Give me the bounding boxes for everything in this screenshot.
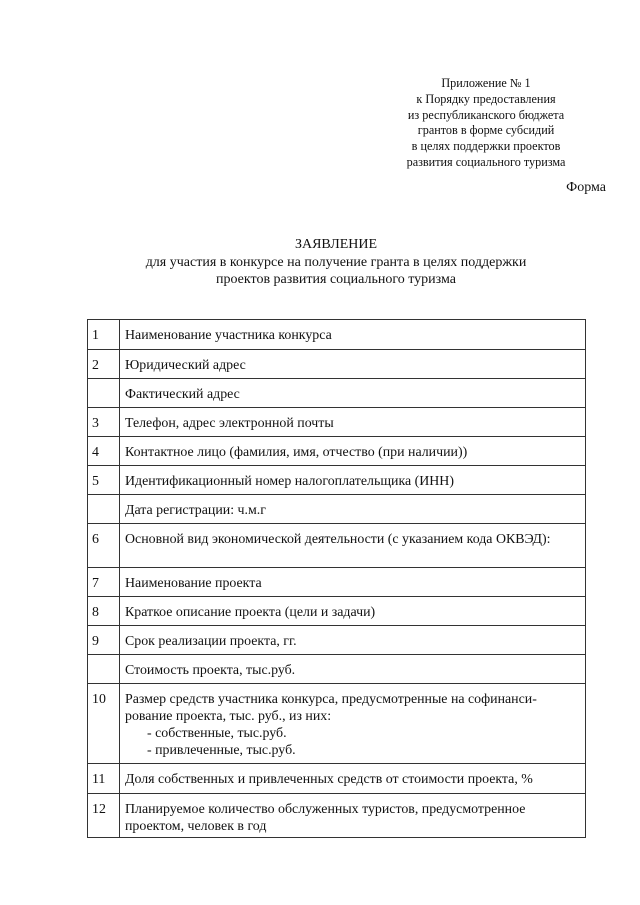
table-row — [88, 466, 586, 495]
row-number: 1 — [88, 320, 120, 350]
form-label: Форма — [566, 180, 606, 195]
row-label: Наименование проекта — [120, 568, 586, 597]
row-label: Размер средств участника конкурса, предусмотренные на софинанси-рование проекта, тыс. руб., из них: — [125, 692, 537, 724]
appendix-header — [370, 76, 602, 171]
row-number: 9 — [88, 626, 120, 655]
table-row — [88, 408, 586, 437]
appendix-line: развития социального туризма — [406, 154, 566, 169]
title-heading: ЗАЯВЛЕНИЕ — [294, 237, 378, 252]
row-label: Краткое описание проекта (цели и задачи) — [120, 597, 586, 626]
row-number — [88, 379, 120, 408]
title-line-1: для участия в конкурсе на получение гранта в целях поддержки — [145, 254, 527, 270]
row-number — [88, 495, 120, 524]
row-number — [88, 655, 120, 684]
row-label: Наименование участника конкурса — [120, 320, 586, 350]
row-number: 11 — [88, 764, 120, 794]
document-title — [0, 236, 640, 289]
row-number: 3 — [88, 408, 120, 437]
appendix-line: грантов в форме субсидий — [417, 123, 555, 138]
row-label: Доля собственных и привлеченных средств от стоимости проекта, % — [120, 764, 586, 794]
appendix-line: к Порядку предоставления — [416, 91, 556, 106]
row-number: 5 — [88, 466, 120, 495]
row-label: Дата регистрации: ч.м.г — [120, 495, 586, 524]
row-number: 10 — [88, 684, 120, 764]
row-label: Юридический адрес — [120, 350, 586, 379]
row-label: Контактное лицо (фамилия, имя, отчество (при наличии)) — [120, 437, 586, 466]
table-row — [88, 524, 586, 568]
table-row — [88, 350, 586, 379]
row-number: 12 — [88, 794, 120, 838]
table-row — [88, 379, 586, 408]
table-row — [88, 320, 586, 350]
table-row — [88, 568, 586, 597]
row-label: Фактический адрес — [120, 379, 586, 408]
table-row — [88, 764, 586, 794]
table-row — [88, 437, 586, 466]
row-number: 8 — [88, 597, 120, 626]
row-label: Идентификационный номер налогоплательщика (ИНН) — [120, 466, 586, 495]
table-row — [88, 597, 586, 626]
table-row — [88, 495, 586, 524]
appendix-line: в целях поддержки проектов — [411, 139, 561, 154]
row-label: Телефон, адрес электронной почты — [120, 408, 586, 437]
row-label: Основной вид экономической деятельности (с указанием кода ОКВЭД): — [120, 524, 586, 568]
row-number: 7 — [88, 568, 120, 597]
row-label: Стоимость проекта, тыс.руб. — [120, 655, 586, 684]
row-sub-item: - собственные, тыс.руб. — [147, 726, 287, 741]
table-row — [88, 794, 586, 838]
title-line-2: проектов развития социального туризма — [216, 272, 456, 287]
appendix-line: из республиканского бюджета — [407, 107, 565, 122]
row-number: 4 — [88, 437, 120, 466]
row-sub-item: - привлеченные, тыс.руб. — [147, 743, 296, 758]
row-label-group — [120, 684, 586, 764]
row-label: Планируемое количество обслуженных туристов, предусмотренное проектом, человек в год — [120, 794, 586, 838]
table-row — [88, 684, 586, 764]
row-label: Срок реализации проекта, гг. — [120, 626, 586, 655]
row-number: 6 — [88, 524, 120, 568]
application-form-table — [87, 319, 586, 838]
row-number: 2 — [88, 350, 120, 379]
appendix-line: Приложение № 1 — [441, 76, 531, 90]
table-row — [88, 626, 586, 655]
table-row — [88, 655, 586, 684]
